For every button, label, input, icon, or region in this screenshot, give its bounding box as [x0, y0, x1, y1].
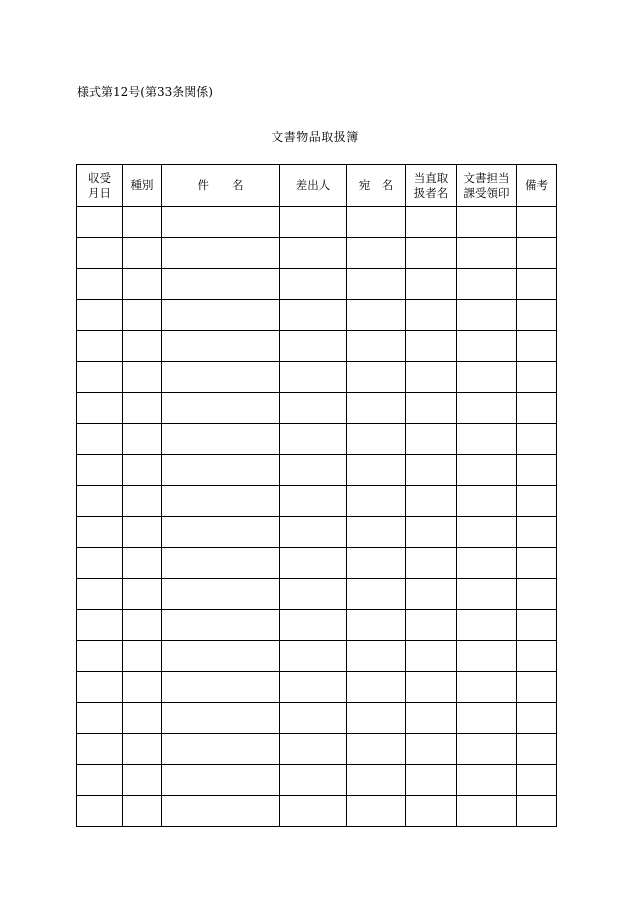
table-row — [77, 207, 557, 238]
table-cell[interactable] — [457, 393, 517, 424]
table-cell[interactable] — [406, 672, 457, 703]
table-cell[interactable] — [280, 424, 347, 455]
table-cell[interactable] — [162, 331, 280, 362]
table-cell[interactable] — [347, 238, 406, 269]
table-cell[interactable] — [347, 486, 406, 517]
table-cell[interactable] — [457, 300, 517, 331]
table-cell[interactable] — [77, 796, 123, 827]
column-header-type: 種別 — [123, 165, 162, 207]
table-cell[interactable] — [517, 641, 557, 672]
table-cell[interactable] — [77, 424, 123, 455]
table-row — [77, 734, 557, 765]
table-row — [77, 765, 557, 796]
column-header-addressee: 宛 名 — [347, 165, 406, 207]
table-cell[interactable] — [457, 207, 517, 238]
table-cell[interactable] — [347, 579, 406, 610]
table-cell[interactable] — [123, 300, 162, 331]
table-cell[interactable] — [280, 455, 347, 486]
table-cell[interactable] — [123, 610, 162, 641]
table-cell[interactable] — [123, 486, 162, 517]
table-cell[interactable] — [123, 734, 162, 765]
table-cell[interactable] — [406, 734, 457, 765]
table-cell[interactable] — [406, 765, 457, 796]
table-cell[interactable] — [162, 362, 280, 393]
table-cell[interactable] — [280, 672, 347, 703]
table-cell[interactable] — [347, 269, 406, 300]
table-cell[interactable] — [347, 548, 406, 579]
table-cell[interactable] — [347, 796, 406, 827]
table-cell[interactable] — [162, 455, 280, 486]
table-row — [77, 641, 557, 672]
table-cell[interactable] — [457, 672, 517, 703]
table-cell[interactable] — [406, 393, 457, 424]
table-cell[interactable] — [123, 672, 162, 703]
table-cell[interactable] — [406, 703, 457, 734]
table-cell[interactable] — [457, 703, 517, 734]
table-cell[interactable] — [457, 238, 517, 269]
table-cell[interactable] — [280, 734, 347, 765]
table-cell[interactable] — [517, 393, 557, 424]
table-row — [77, 672, 557, 703]
table-cell[interactable] — [406, 641, 457, 672]
table-cell[interactable] — [162, 765, 280, 796]
table-cell[interactable] — [77, 362, 123, 393]
column-header-sender: 差出人 — [280, 165, 347, 207]
column-header-remarks: 備考 — [517, 165, 557, 207]
table-cell[interactable] — [77, 331, 123, 362]
table-cell[interactable] — [280, 579, 347, 610]
table-cell[interactable] — [517, 362, 557, 393]
table-cell[interactable] — [280, 796, 347, 827]
table-cell[interactable] — [457, 734, 517, 765]
table-cell[interactable] — [77, 610, 123, 641]
table-cell[interactable] — [123, 765, 162, 796]
table-cell[interactable] — [77, 238, 123, 269]
table-cell[interactable] — [517, 486, 557, 517]
table-cell[interactable] — [406, 486, 457, 517]
table-cell[interactable] — [406, 796, 457, 827]
table-cell[interactable] — [347, 455, 406, 486]
table-cell[interactable] — [77, 548, 123, 579]
table-cell[interactable] — [347, 517, 406, 548]
column-header-received-date: 収受 月日 — [77, 165, 123, 207]
table-row — [77, 393, 557, 424]
table-row — [77, 579, 557, 610]
table-cell[interactable] — [162, 424, 280, 455]
table-row — [77, 455, 557, 486]
table-row — [77, 331, 557, 362]
column-header-receipt-seal: 文書担当 課受領印 — [457, 165, 517, 207]
table-cell[interactable] — [77, 207, 123, 238]
table-cell[interactable] — [162, 207, 280, 238]
table-cell[interactable] — [162, 393, 280, 424]
table-cell[interactable] — [517, 207, 557, 238]
table-cell[interactable] — [123, 517, 162, 548]
table-cell[interactable] — [162, 517, 280, 548]
table-cell[interactable] — [406, 269, 457, 300]
table-cell[interactable] — [517, 424, 557, 455]
ledger-table — [76, 164, 557, 827]
table-cell[interactable] — [280, 393, 347, 424]
table-cell[interactable] — [77, 455, 123, 486]
table-cell[interactable] — [457, 765, 517, 796]
table-row — [77, 703, 557, 734]
table-cell[interactable] — [406, 238, 457, 269]
table-cell[interactable] — [406, 362, 457, 393]
table-row — [77, 548, 557, 579]
table-row — [77, 517, 557, 548]
table-cell[interactable] — [123, 238, 162, 269]
table-cell[interactable] — [347, 734, 406, 765]
table-cell[interactable] — [280, 517, 347, 548]
table-cell[interactable] — [123, 424, 162, 455]
table-cell[interactable] — [280, 238, 347, 269]
table-cell[interactable] — [457, 610, 517, 641]
table-row — [77, 362, 557, 393]
table-row — [77, 796, 557, 827]
table-cell[interactable] — [77, 486, 123, 517]
table-cell[interactable] — [280, 765, 347, 796]
form-number: 様式第12号(第33条関係) — [77, 85, 213, 99]
table-cell[interactable] — [162, 238, 280, 269]
table-row — [77, 486, 557, 517]
table-cell[interactable] — [77, 579, 123, 610]
table-cell[interactable] — [123, 455, 162, 486]
table-cell[interactable] — [77, 300, 123, 331]
table-cell[interactable] — [406, 517, 457, 548]
table-cell[interactable] — [457, 517, 517, 548]
table-cell[interactable] — [457, 579, 517, 610]
table-cell[interactable] — [123, 362, 162, 393]
table-cell[interactable] — [457, 424, 517, 455]
header-row — [77, 165, 557, 207]
table-cell[interactable] — [123, 548, 162, 579]
table-cell[interactable] — [457, 455, 517, 486]
table-cell[interactable] — [457, 548, 517, 579]
table-cell[interactable] — [517, 269, 557, 300]
table-cell[interactable] — [347, 362, 406, 393]
table-cell[interactable] — [280, 548, 347, 579]
table-cell[interactable] — [347, 331, 406, 362]
table-cell[interactable] — [162, 641, 280, 672]
table-cell[interactable] — [347, 703, 406, 734]
table-cell[interactable] — [162, 486, 280, 517]
table-cell[interactable] — [347, 207, 406, 238]
table-row — [77, 238, 557, 269]
table-cell[interactable] — [517, 579, 557, 610]
table-cell[interactable] — [347, 641, 406, 672]
table-cell[interactable] — [517, 703, 557, 734]
table-cell[interactable] — [77, 269, 123, 300]
table-cell[interactable] — [457, 331, 517, 362]
table-cell[interactable] — [123, 393, 162, 424]
table-cell[interactable] — [406, 610, 457, 641]
table-row — [77, 300, 557, 331]
table-cell[interactable] — [280, 269, 347, 300]
table-cell[interactable] — [162, 703, 280, 734]
table-cell[interactable] — [123, 207, 162, 238]
table-row — [77, 269, 557, 300]
table-cell[interactable] — [77, 641, 123, 672]
table-cell[interactable] — [280, 331, 347, 362]
table-cell[interactable] — [162, 672, 280, 703]
table-cell[interactable] — [517, 331, 557, 362]
table-cell[interactable] — [517, 548, 557, 579]
table-cell[interactable] — [280, 703, 347, 734]
table-cell[interactable] — [457, 641, 517, 672]
table-cell[interactable] — [162, 548, 280, 579]
table-cell[interactable] — [162, 610, 280, 641]
table-cell[interactable] — [347, 765, 406, 796]
table-cell[interactable] — [162, 796, 280, 827]
table-cell[interactable] — [517, 796, 557, 827]
table-cell[interactable] — [517, 300, 557, 331]
table-cell[interactable] — [406, 331, 457, 362]
table-cell[interactable] — [77, 517, 123, 548]
table-cell[interactable] — [280, 486, 347, 517]
table-cell[interactable] — [517, 765, 557, 796]
table-cell[interactable] — [162, 579, 280, 610]
table-cell[interactable] — [280, 300, 347, 331]
table-cell[interactable] — [406, 207, 457, 238]
table-cell[interactable] — [123, 796, 162, 827]
table-cell[interactable] — [123, 703, 162, 734]
table-cell[interactable] — [457, 362, 517, 393]
ledger-body — [77, 207, 557, 827]
table-cell[interactable] — [347, 672, 406, 703]
table-cell[interactable] — [280, 641, 347, 672]
table-cell[interactable] — [123, 269, 162, 300]
table-cell[interactable] — [347, 393, 406, 424]
table-cell[interactable] — [517, 610, 557, 641]
table-row — [77, 424, 557, 455]
table-cell[interactable] — [77, 765, 123, 796]
table-cell[interactable] — [162, 300, 280, 331]
table-cell[interactable] — [517, 734, 557, 765]
table-cell[interactable] — [123, 331, 162, 362]
table-cell[interactable] — [457, 486, 517, 517]
table-cell[interactable] — [457, 796, 517, 827]
table-cell[interactable] — [123, 579, 162, 610]
table-cell[interactable] — [406, 455, 457, 486]
table-cell[interactable] — [406, 579, 457, 610]
table-cell[interactable] — [280, 207, 347, 238]
table-cell[interactable] — [77, 393, 123, 424]
column-header-subject: 件 名 — [162, 165, 280, 207]
table-cell[interactable] — [162, 734, 280, 765]
table-cell[interactable] — [406, 548, 457, 579]
table-cell[interactable] — [162, 269, 280, 300]
table-cell[interactable] — [77, 734, 123, 765]
table-cell[interactable] — [517, 517, 557, 548]
table-cell[interactable] — [347, 424, 406, 455]
table-cell[interactable] — [406, 424, 457, 455]
table-cell[interactable] — [123, 641, 162, 672]
table-cell[interactable] — [406, 300, 457, 331]
table-cell[interactable] — [517, 238, 557, 269]
table-cell[interactable] — [77, 672, 123, 703]
document-title: 文書物品取扱簿 — [271, 130, 359, 144]
table-cell[interactable] — [77, 703, 123, 734]
table-row — [77, 610, 557, 641]
table-cell[interactable] — [457, 269, 517, 300]
table-cell[interactable] — [280, 362, 347, 393]
table-cell[interactable] — [347, 300, 406, 331]
table-cell[interactable] — [347, 610, 406, 641]
column-header-duty-handler: 当直取 扱者名 — [406, 165, 457, 207]
table-cell[interactable] — [517, 455, 557, 486]
table-cell[interactable] — [280, 610, 347, 641]
table-cell[interactable] — [517, 672, 557, 703]
